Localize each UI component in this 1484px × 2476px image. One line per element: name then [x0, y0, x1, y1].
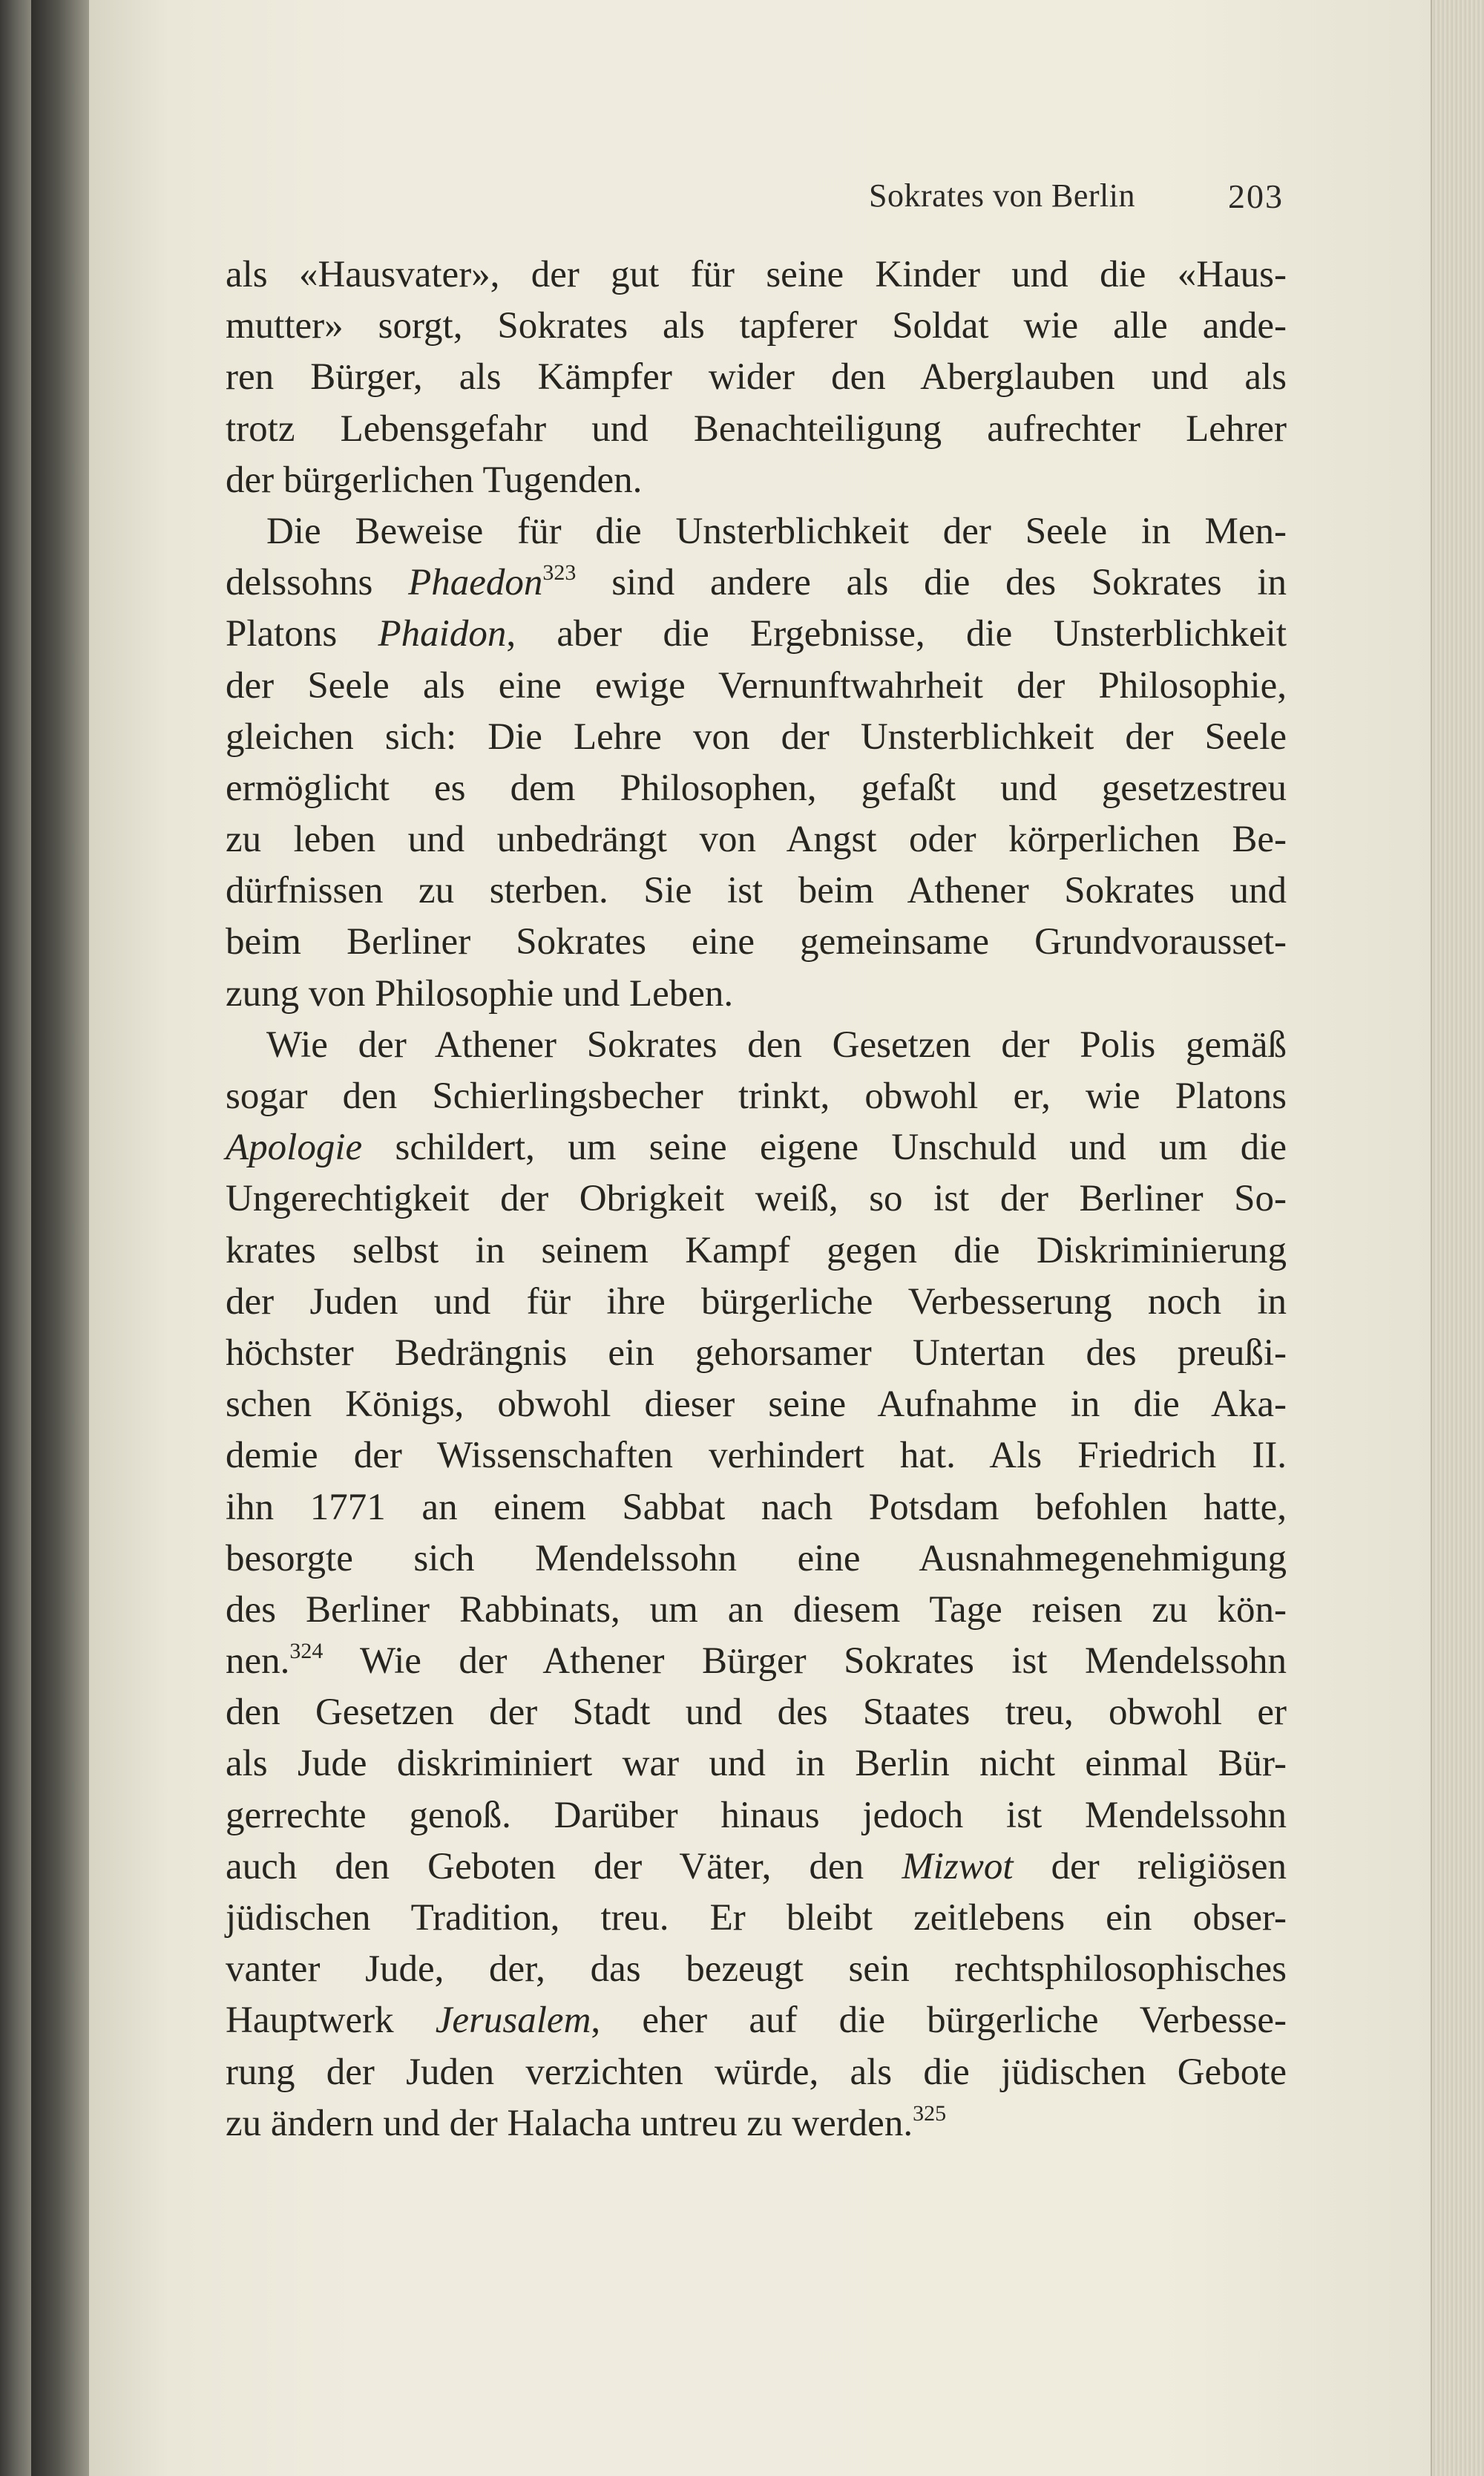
text-segment: Wie der Athener Sokrates den Gesetzen der Polis gemäß — [266, 1024, 1287, 1066]
text-line — [226, 712, 1287, 763]
text-line — [226, 557, 1287, 609]
text-segment: als «Hausvater», der gut für seine Kinder und die «Haus- — [226, 254, 1287, 295]
text-segment: auch den Geboten der Väter, den — [226, 1845, 902, 1887]
text-segment: der Juden und für ihre bürgerliche Verbesserung noch in — [226, 1280, 1287, 1323]
italic-title: Apologie — [226, 1127, 363, 1169]
text-line — [226, 455, 1287, 506]
text-segment: der bürgerlichen Tugenden. — [226, 459, 643, 501]
text-line — [226, 506, 1287, 557]
left-page-edge — [0, 0, 31, 2476]
text-line — [226, 1893, 1287, 1944]
text-segment: beim Berliner Sokrates eine gemeinsame Grundvorausset- — [226, 921, 1287, 963]
text-segment: sogar den Schierlingsbecher trinkt, obwohl er, wie Platons — [226, 1075, 1287, 1117]
text-segment: , eher auf die bürgerliche Verbesse- — [591, 2000, 1287, 2042]
text-line — [226, 249, 1287, 301]
text-segment: zu ändern und der Halacha untreu zu werden. — [226, 2102, 913, 2144]
text-segment: delssohns — [226, 562, 409, 604]
text-line — [226, 814, 1287, 865]
text-line — [226, 1533, 1287, 1585]
running-title: Sokrates von Berlin — [868, 177, 1135, 214]
text-line — [226, 1636, 1287, 1687]
text-segment: demie der Wissenschaften verhindert hat. Als Friedrich II. — [226, 1435, 1287, 1477]
page-number: 203 — [1228, 177, 1284, 215]
text-line — [226, 352, 1287, 403]
text-line — [226, 301, 1287, 352]
text-line — [226, 1020, 1287, 1071]
text-line — [226, 609, 1287, 660]
text-line — [226, 1790, 1287, 1841]
text-line — [226, 2098, 1287, 2149]
text-line — [226, 1995, 1287, 2046]
text-line — [226, 763, 1287, 814]
text-segment: besorgte sich Mendelssohn eine Ausnahmegenehmigung — [226, 1537, 1287, 1579]
text-line — [226, 1687, 1287, 1738]
text-segment: ermöglicht es dem Philosophen, gefaßt und gesetzestreu — [226, 767, 1287, 809]
text-line — [226, 404, 1287, 455]
text-segment: ren Bürger, als Kämpfer wider den Aberglauben und als — [226, 356, 1287, 399]
text-line — [226, 1585, 1287, 1636]
text-segment: zu leben und unbedrängt von Angst oder körperlichen Be- — [226, 819, 1287, 861]
text-segment: gerrechte genoß. Darüber hinaus jedoch ist Mendelssohn — [226, 1794, 1287, 1836]
book-spine-gutter — [31, 0, 89, 2476]
text-segment: als Jude diskriminiert war und in Berlin nicht einmal Bür- — [226, 1743, 1287, 1785]
italic-title: Mizwot — [902, 1845, 1014, 1887]
text-line — [226, 865, 1287, 917]
text-segment: höchster Bedrängnis ein gehorsamer Untertan des preußi- — [226, 1332, 1287, 1374]
text-segment: des Berliner Rabbinats, um an diesem Tage reisen zu kön- — [226, 1588, 1287, 1631]
text-segment: Wie der Athener Bürger Sokrates ist Mendelssohn — [323, 1640, 1287, 1683]
text-segment: dürfnissen zu sterben. Sie ist beim Athener Sokrates und — [226, 870, 1287, 912]
italic-title: Jerusalem — [435, 2000, 591, 2042]
text-line — [226, 1841, 1287, 1893]
text-segment: Die Beweise für die Unsterblichkeit der Seele in Men- — [266, 510, 1287, 552]
book-page — [89, 0, 1431, 2476]
body-text — [226, 249, 1287, 2149]
text-segment: nen. — [226, 1640, 290, 1683]
text-line — [226, 1071, 1287, 1122]
italic-title: Phaedon — [408, 562, 543, 604]
text-line — [226, 917, 1287, 968]
text-line — [226, 1173, 1287, 1225]
text-line — [226, 1379, 1287, 1430]
text-line — [226, 2047, 1287, 2098]
text-segment: vanter Jude, der, das bezeugt sein rechtsphilosophisches — [226, 1948, 1287, 1991]
footnote-marker: 323 — [542, 560, 577, 586]
footnote-marker: 324 — [289, 1639, 324, 1664]
running-head — [89, 177, 1284, 229]
text-line — [226, 1738, 1287, 1789]
text-segment: Ungerechtigkeit der Obrigkeit weiß, so ist der Berliner So- — [226, 1178, 1287, 1220]
text-segment: der Seele als eine ewige Vernunftwahrheit der Philosophie, — [226, 664, 1287, 707]
text-line — [226, 1328, 1287, 1379]
text-segment: jüdischen Tradition, treu. Er bleibt zeitlebens ein obser- — [226, 1897, 1287, 1939]
text-segment: ihn 1771 an einem Sabbat nach Potsdam befohlen hatte, — [226, 1486, 1287, 1528]
text-line — [226, 1482, 1287, 1533]
text-segment: sind andere als die des Sokrates in — [576, 562, 1287, 604]
text-segment: schildert, um seine eigene Unschuld und um die — [362, 1127, 1287, 1169]
text-segment: trotz Lebensgefahr und Benachteiligung aufrechter Lehrer — [226, 407, 1287, 450]
footnote-marker: 325 — [913, 2100, 947, 2126]
text-segment: Platons — [226, 613, 378, 655]
text-segment: gleichen sich: Die Lehre von der Unsterblichkeit der Seele — [226, 715, 1287, 758]
text-line — [226, 1944, 1287, 1995]
text-segment: , aber die Ergebnisse, die Unsterblichkeit — [506, 613, 1287, 655]
text-line — [226, 1122, 1287, 1173]
text-line — [226, 969, 1287, 1020]
italic-title: Phaidon — [378, 613, 507, 655]
text-segment: rung der Juden verzichten würde, als die jüdischen Gebote — [226, 2051, 1287, 2093]
page-edges — [1431, 0, 1484, 2476]
text-line — [226, 661, 1287, 712]
text-line — [226, 1430, 1287, 1481]
text-line — [226, 1277, 1287, 1328]
text-segment: den Gesetzen der Stadt und des Staates treu, obwohl er — [226, 1691, 1287, 1734]
text-segment: mutter» sorgt, Sokrates als tapferer Soldat wie alle ande- — [226, 305, 1287, 347]
text-segment: Hauptwerk — [226, 2000, 436, 2042]
text-segment: zung von Philosophie und Leben. — [226, 972, 734, 1015]
text-segment: krates selbst in seinem Kampf gegen die Diskriminierung — [226, 1229, 1287, 1271]
text-segment: der religiösen — [1013, 1845, 1287, 1887]
text-segment: schen Königs, obwohl dieser seine Aufnahme in die Aka- — [226, 1383, 1287, 1426]
text-line — [226, 1225, 1287, 1277]
